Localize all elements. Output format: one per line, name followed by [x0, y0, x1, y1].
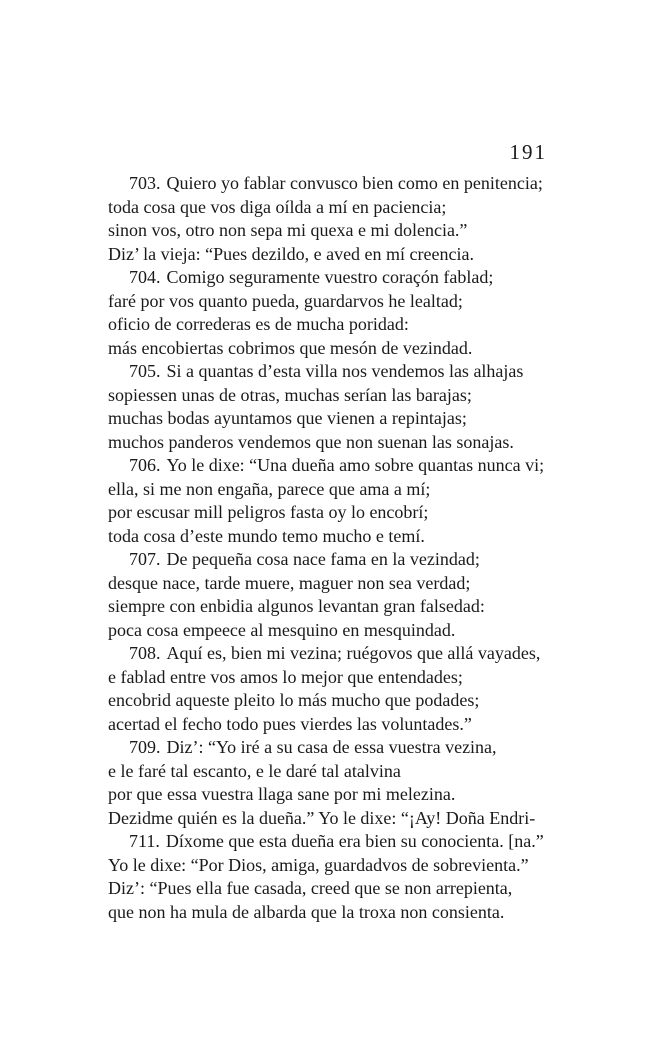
stanza-number: 703. — [129, 173, 161, 193]
verse-line — [108, 548, 560, 572]
verse-line — [108, 877, 560, 901]
verse-line — [108, 783, 560, 807]
stanza-number: 709. — [129, 737, 161, 757]
verse-line — [108, 407, 560, 431]
stanza-number: 705. — [129, 361, 161, 381]
verse-line — [108, 666, 560, 690]
verse-text: Quiero yo fablar convusco bien como en penitencia; — [166, 173, 543, 193]
verse-text: Yo le dixe: “Por Dios, amiga, guardadvos de sobrevienta.” — [108, 854, 529, 875]
verse-text: oficio de correderas es de mucha poridad: — [108, 314, 409, 334]
verse-text: siempre con enbidia algunos levantan gran falsedad: — [108, 596, 485, 616]
verse-text: muchas bodas ayuntamos que vienen a repintajas; — [108, 408, 467, 428]
verse-text: por escusar mill peligros fasta oy lo encobrí; — [108, 502, 429, 522]
verse-line — [108, 807, 560, 831]
verse-line — [108, 290, 560, 314]
verse-text: Aquí es, bien mi vezina; ruégovos que allá vayades, — [166, 643, 541, 663]
verse-text: Diz’: “Yo iré a su casa de essa vuestra vezina, — [166, 737, 497, 757]
verse-text: que non ha mula de albarda que la troxa non consienta. — [108, 901, 505, 922]
stanza-number: 707. — [129, 549, 161, 569]
verse-line — [108, 172, 560, 196]
verse-text: faré por vos quanto pueda, guardarvos he lealtad; — [108, 290, 463, 311]
verse-text: desque nace, tarde muere, maguer non sea verdad; — [108, 572, 471, 593]
verse-text: Dezidme quién es la dueña.” Yo le dixe: “¡Ay! Doña Endri- — [108, 807, 536, 828]
verse-text: Diz’ la vieja: “Pues dezildo, e aved en mí creencia. — [108, 243, 474, 264]
verse-text: toda cosa d’este mundo temo mucho e temí. — [108, 525, 425, 546]
verse-line — [108, 360, 560, 384]
verse-text: e fablad entre vos amos lo mejor que entendades; — [108, 666, 463, 687]
verse-line — [108, 196, 560, 220]
verse-line — [108, 854, 560, 878]
stanza-number: 708. — [129, 643, 161, 663]
verse-line — [108, 501, 560, 525]
verse-text: Si a quantas d’esta villa nos vendemos las alhajas — [166, 361, 524, 381]
verse-line — [108, 689, 560, 713]
verse-text: poca cosa empeece al mesquino en mesquindad. — [108, 619, 456, 640]
poem-text — [108, 172, 560, 924]
verse-text: De pequeña cosa nace fama en la vezindad; — [166, 549, 480, 569]
verse-line — [108, 337, 560, 361]
verse-line — [108, 642, 560, 666]
stanza-number: 704. — [129, 267, 161, 287]
verse-line — [108, 243, 560, 267]
verse-line — [108, 478, 560, 502]
verse-text: Comigo seguramente vuestro coraçón fablad; — [166, 267, 494, 287]
verse-text: sopiessen unas de otras, muchas serían las barajas; — [108, 384, 472, 405]
verse-line — [108, 219, 560, 243]
stanza-number: 711. — [129, 831, 160, 851]
verse-line — [108, 431, 560, 455]
verse-text: ella, si me non engaña, parece que ama a mí; — [108, 478, 431, 499]
verse-line — [108, 901, 560, 925]
verse-text: más encobiertas cobrimos que mesón de vezindad. — [108, 337, 473, 358]
verse-text: Díxome que esta dueña era bien su conocienta. [na.” — [165, 831, 544, 851]
verse-line — [108, 736, 560, 760]
verse-text: acertad el fecho todo pues vierdes las voluntades.” — [108, 713, 472, 734]
verse-line — [108, 713, 560, 737]
verse-text: encobrid aqueste pleito lo más mucho que podades; — [108, 690, 480, 710]
verse-line — [108, 266, 560, 290]
verse-line — [108, 525, 560, 549]
verse-line — [108, 313, 560, 337]
verse-line — [108, 454, 560, 478]
verse-text: e le faré tal escanto, e le daré tal atalvina — [108, 760, 401, 781]
verse-text: toda cosa que vos diga oílda a mí en paciencia; — [108, 196, 447, 217]
verse-text: por que essa vuestra llaga sane por mi melezina. — [108, 784, 456, 804]
verse-line — [108, 384, 560, 408]
verse-text: muchos panderos vendemos que non suenan las sonajas. — [108, 431, 514, 452]
page-number: 191 — [509, 140, 547, 164]
verse-line — [108, 830, 560, 854]
verse-text: sinon vos, otro non sepa mi quexa e mi dolencia.” — [108, 220, 468, 240]
verse-line — [108, 760, 560, 784]
verse-line — [108, 595, 560, 619]
verse-text: Yo le dixe: “Una dueña amo sobre quantas nunca vi; — [166, 455, 545, 475]
verse-line — [108, 572, 560, 596]
verse-text: Diz’: “Pues ella fue casada, creed que se non arrepienta, — [108, 878, 513, 898]
verse-line — [108, 619, 560, 643]
stanza-number: 706. — [129, 455, 161, 475]
